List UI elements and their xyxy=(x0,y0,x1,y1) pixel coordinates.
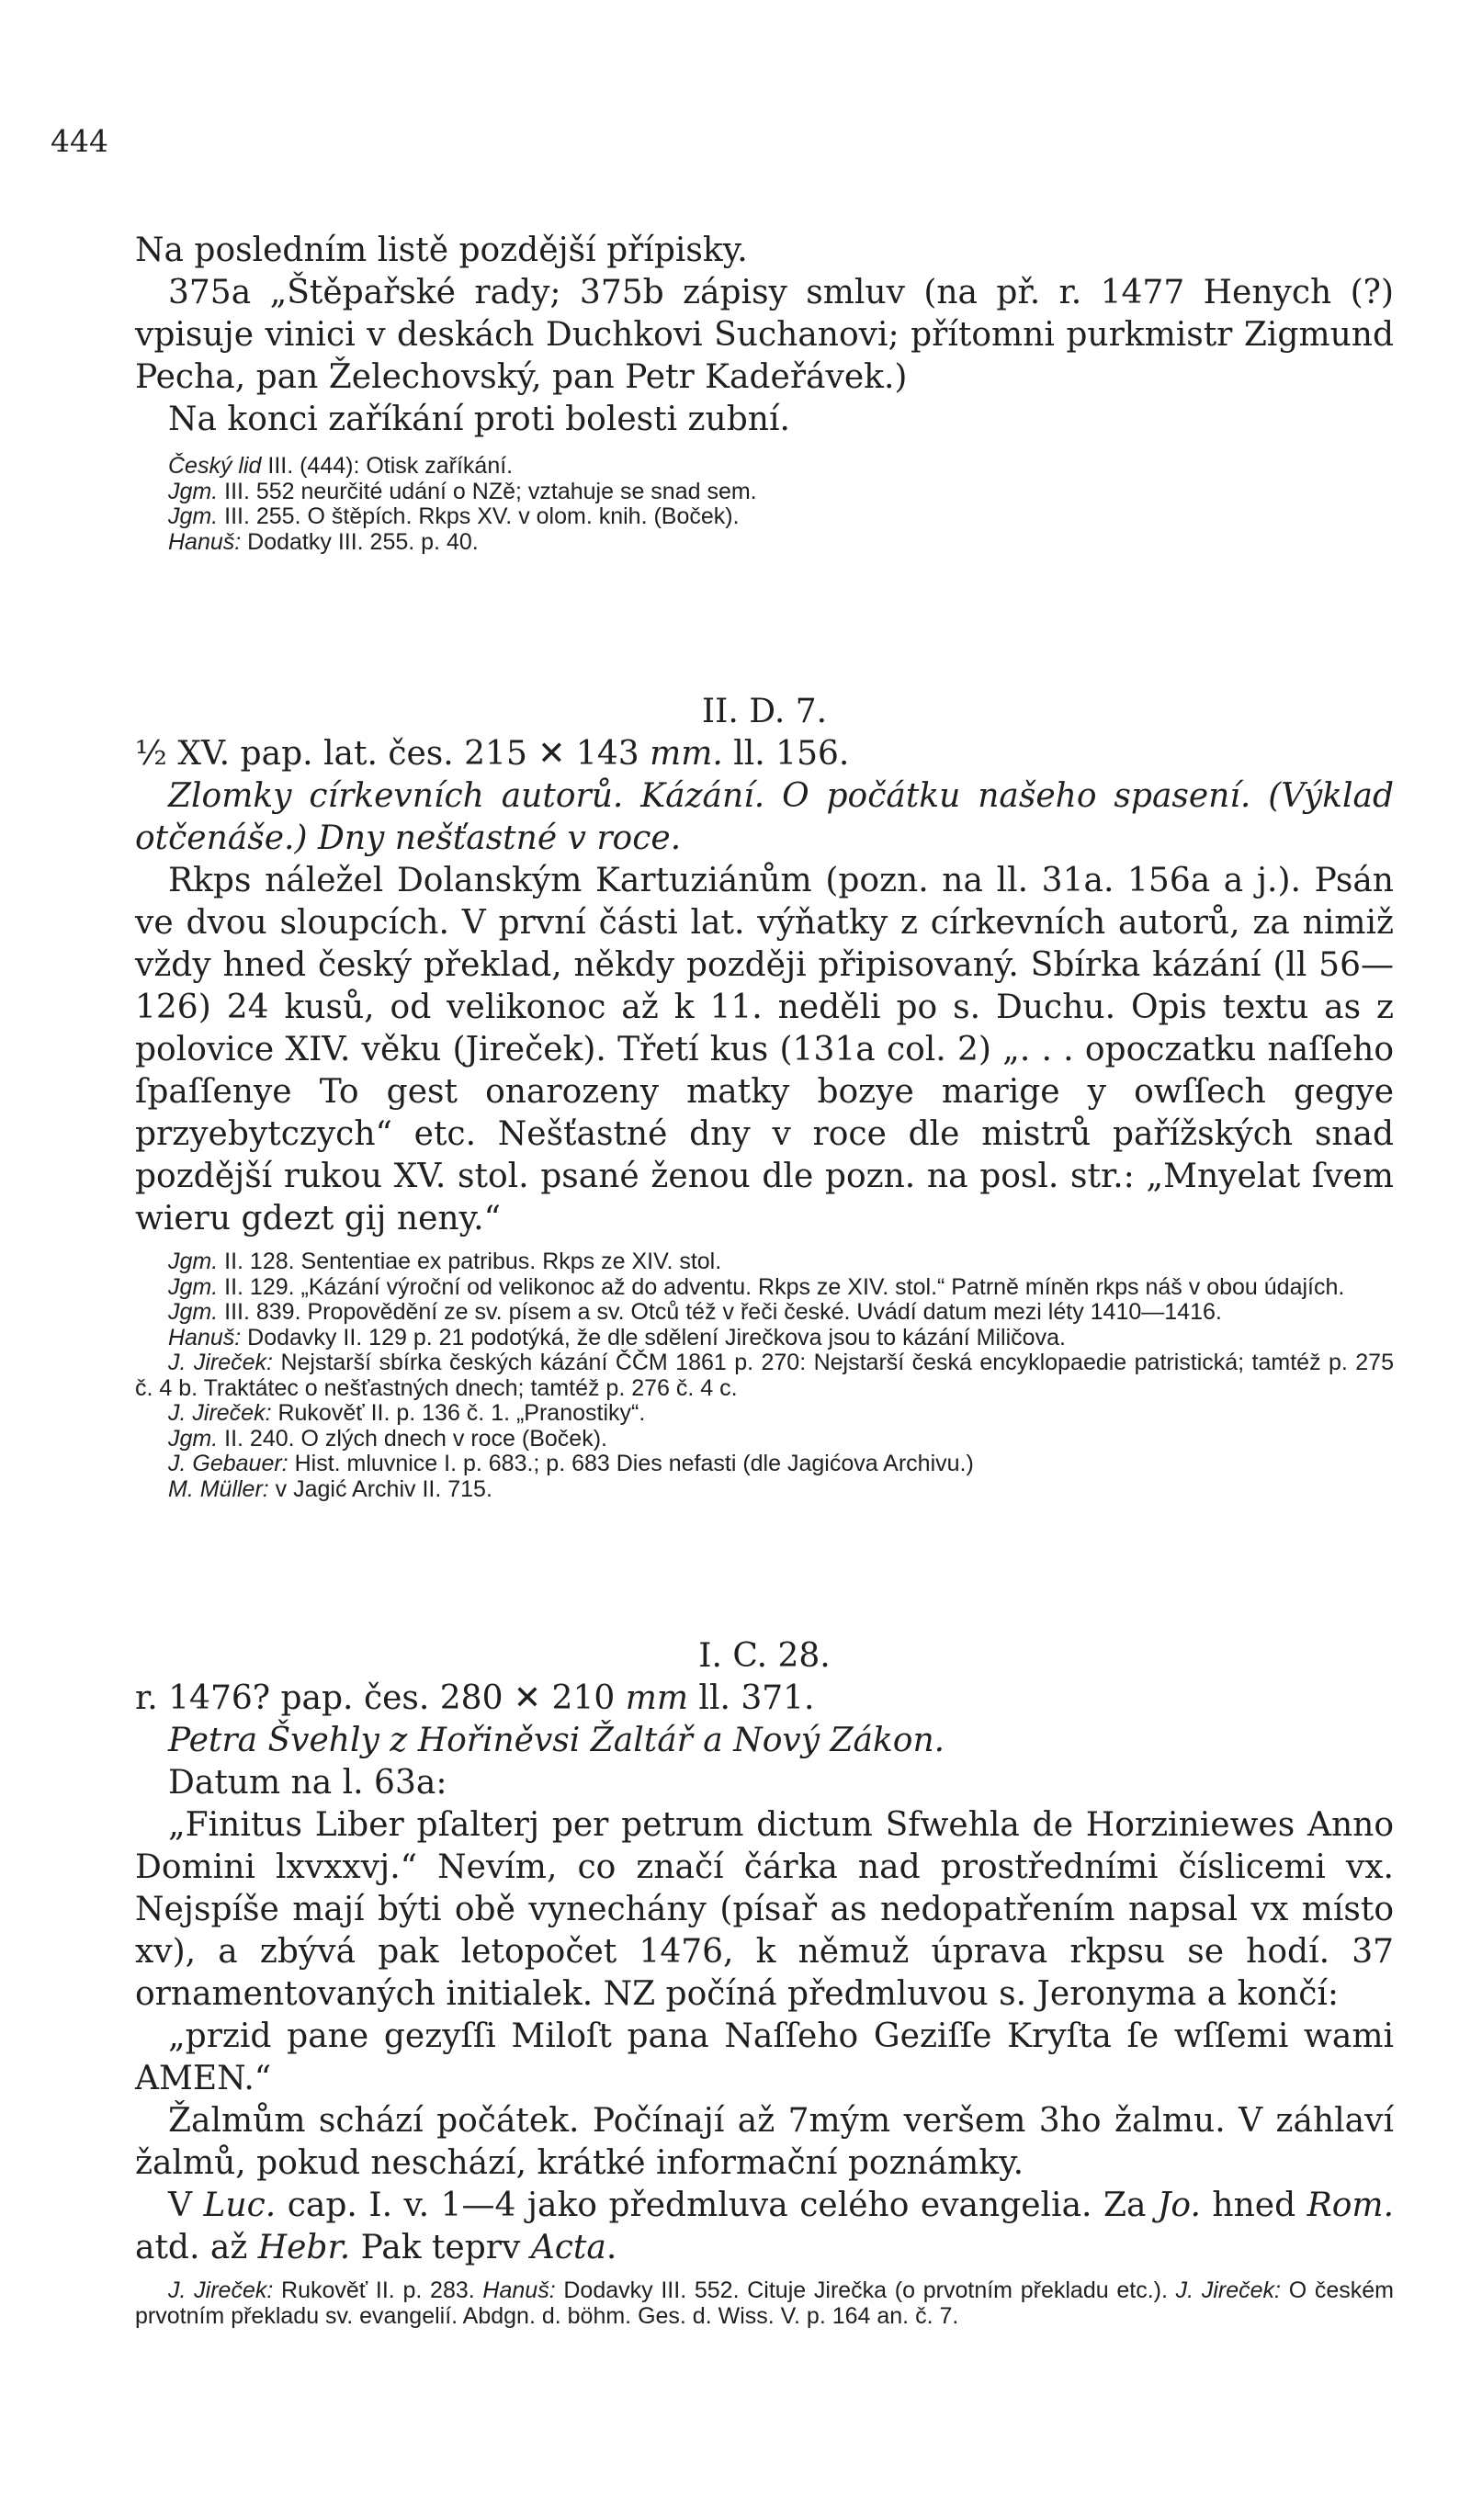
reference-line: Český lid III. (444): Otisk zaříkání. xyxy=(168,453,514,479)
shelfmark: I. C. 28. xyxy=(698,1637,831,1675)
physical-description: r. 1476? pap. čes. 280 ✕ 210 mm ll. 371. xyxy=(135,1679,815,1717)
paragraph-order: V Luc. cap. I. v. 1—4 jako předmluva celého evangelia. Za Jo. hned Rom. atd. až Hebr. Pak teprv Acta. xyxy=(135,2187,1395,2266)
reference-line: J. Gebauer: Hist. mluvnice I. p. 683.; p. 683 Dies nefasti (dle Jagićova Archivu.) xyxy=(168,1451,974,1476)
references-1 xyxy=(135,454,1394,555)
references-3 xyxy=(135,2278,1394,2329)
manuscript-title: Petra Švehly z Hořiněvsi Žaltář a Nový Zákon. xyxy=(168,1722,945,1759)
reference-line: Jgm. II. 128. Sententiae ex patribus. Rkps ze XIV. stol. xyxy=(168,1249,722,1274)
paragraph-psalms: Žalmům schází počátek. Počínají až 7mým veršem 3ho žalmu. V záhlaví žalmů, pokud neschází, krátké informační poznámky. xyxy=(135,2102,1394,2182)
manuscript-title: Zlomky církevních autorů. Kázání. O počátku našeho spasení. (Výklad otčenáše.) Dny nešťastné v roce. xyxy=(135,777,1394,857)
paragraph-colophon: „Finitus Liber pſalterj per petrum dictum Sfwehla de Horziniewes Anno Domini lxvxxvj.“ Nevím, co značí čárka nad prostředními číslicemi vx. Nejspíše mají býti obě vynechány (písař as nedopatřením napsal vx místo xv), a zbývá pak letopočet 1476, k němuž úprava rkpsu se hodí. 37 ornamentovaných initialek. NZ počíná předmluvou s. Jeronyma a končí: xyxy=(135,1806,1394,2013)
paragraph-contents: 375a „Štěpařské rady; 375b zápisy smluv (na př. r. 1477 Henych (?) vpisuje vinici v deskách Duchkovi Suchanovi; přítomni purkmistr Zigmund Pecha, pan Želechovský, pan Petr Kadeřávek.) xyxy=(135,274,1394,396)
reference-line: J. Jireček: Nejstarší sbírka českých kázání ČČM 1861 p. 270: Nejstarší česká encyklopaedie patristická; tamtéž p. 275 č. 4 b. Traktátec o nešťastných dnech; tamtéž p. 276 č. 4 c. xyxy=(135,1350,1394,1401)
reference-line: Jgm. II. 240. O zlých dnech v roce (Boček). xyxy=(168,1425,607,1452)
description-body: Rkps náležel Dolanským Kartuziánům (pozn. na ll. 31a. 156a a j.). Psán ve dvou sloupcích. V první části lat. výňatky z církevních autorů, za nimiž vždy hned český překlad, někdy později připisovaný. Sbírka kázání (ll 56—126) 24 kusů, od velikonoc až k 11. neděli po s. Duchu. Opis textu as z polovice XIV. věku (Jireček). Třetí kus (131a col. 2) „. . . opoczatku naſſeho ſpaſſenye To gest onarozeny matky bozye marige y owſſech gegye przyebytczych“ etc. Nešťastné dny v roce dle mistrů pařížských snad pozdější rukou XV. stol. psané ženou dle pozn. na posl. str.: „Mnyelat ſvem wieru gdezt gij neny.“ xyxy=(135,862,1394,1237)
reference-line: Hanuš: Dodavky II. 129 p. 21 podotýká, že dle sdělení Jirečkova jsou to kázání Miličova. xyxy=(168,1324,1066,1350)
page-number: 444 xyxy=(51,123,108,159)
shelfmark: II. D. 7. xyxy=(701,693,828,730)
reference-line: Jgm. III. 839. Propovědění ze sv. písem a sv. Otců též v řeči české. Uvádí datum mezi léty 1410—1416. xyxy=(168,1299,1222,1325)
paragraph-date: Datum na l. 63a: xyxy=(168,1764,447,1802)
physical-description: ½ XV. pap. lat. čes. 215 ✕ 143 mm. ll. 156. xyxy=(135,735,850,773)
reference-line: J. Jireček: Rukověť II. p. 283. Hanuš: Dodavky III. 552. Cituje Jirečka (o prvotním překladu etc.). J. Jireček: O českém prvotním překladu sv. evangelií. Abdgn. d. böhm. Ges. d. Wiss. V. p. 164 an. č. 7. xyxy=(135,2277,1394,2329)
section-II-D-7 xyxy=(135,691,1394,1502)
reference-line: Jgm. III. 552 neurčité udání o NZě; vztahuje se snad sem. xyxy=(168,478,757,504)
section-manuscript-notes xyxy=(135,230,1394,555)
reference-line: Hanuš: Dodatky III. 255. p. 40. xyxy=(168,528,479,555)
reference-line: Jgm. II. 129. „Kázání výroční od velikonoc až do adventu. Rkps ze XIV. stol.“ Patrně míněn rkps náš v obou údajích. xyxy=(168,1273,1345,1300)
section-I-C-28 xyxy=(135,1635,1394,2329)
references-2 xyxy=(135,1249,1394,1502)
reference-line: J. Jireček: Rukověť II. p. 136 č. 1. „Pranostiky“. xyxy=(168,1400,646,1426)
reference-line: Jgm. III. 255. O štěpích. Rkps XV. v olom. knih. (Boček). xyxy=(168,503,740,529)
paragraph-ending: „przid pane gezyſſi Miloſt pana Naſſeho Geziſſe Kryſta ſe wſſemi wami AMEN.“ xyxy=(135,2017,1394,2097)
paragraph-last-leaf: Na posledním listě pozdější přípisky. xyxy=(135,232,748,269)
paragraph-incantation: Na konci zaříkání proti bolesti zubní. xyxy=(168,401,790,438)
reference-line: M. Müller: v Jagić Archiv II. 715. xyxy=(168,1475,492,1502)
